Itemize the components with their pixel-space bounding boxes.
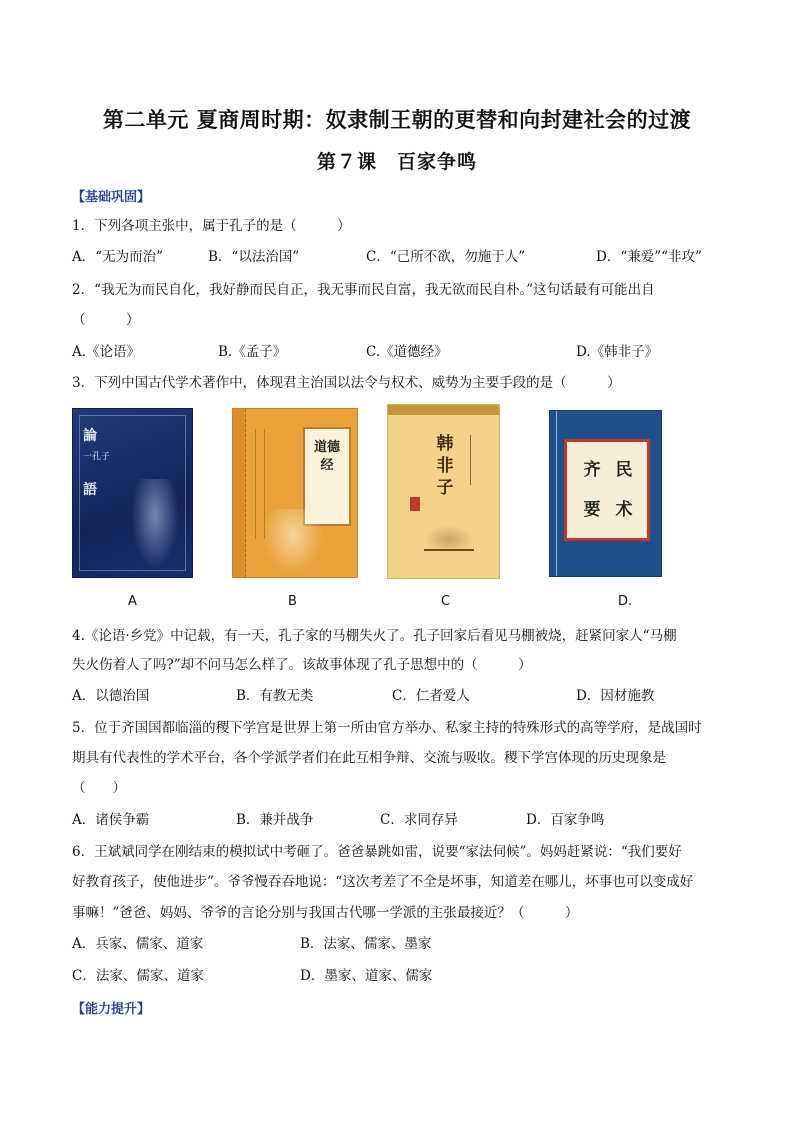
q3-label-c: C — [441, 594, 451, 609]
q5-option-b: B．兼并战争 — [236, 812, 314, 828]
q4-stem: 4.《论语·乡党》中记载，有一天，孔子家的马棚失火了。孔子回家后看见马棚被烧，赶紧问家人“马棚 — [72, 628, 677, 644]
q2-stem-cont: （ ） — [72, 312, 140, 328]
red-seal-icon — [410, 497, 420, 511]
book-a-char-2: 語 — [83, 482, 97, 498]
q5-stem-cont: 期具有代表性的学术平台，各个学派学者们在此互相争辩、交流与吸收。稷下学宫体现的历史现象是 — [72, 750, 666, 766]
q6-stem-cont2: 事嘛！”爸爸、妈妈、爷爷的言论分别与我国古代哪一学派的主张最接近？（ ） — [72, 905, 579, 921]
unit-title: 第二单元 夏商周时期：奴隶制王朝的更替和向封建社会的过渡 — [102, 108, 692, 132]
q3-label-a: A — [128, 594, 137, 609]
q5-option-a: A．诸侯争霸 — [72, 812, 150, 828]
q6-option-d: D．墨家、道家、儒家 — [300, 968, 433, 984]
q2-option-c: C.《道德经》 — [366, 344, 448, 360]
q5-option-d: D．百家争鸣 — [526, 812, 605, 828]
book-b-title: 道德经 — [313, 440, 340, 473]
book-cover-lunyu — [72, 408, 193, 578]
q6-option-a: A．兵家、儒家、道家 — [72, 936, 204, 952]
q4-option-a: A．以德治国 — [72, 688, 150, 704]
section-advanced: 【能力提升】 — [72, 1002, 151, 1017]
q6-option-b: B．法家、儒家、墨家 — [300, 936, 432, 952]
laozi-figure-illustration — [263, 509, 323, 574]
q1-option-b: B．“以法治国” — [208, 249, 300, 265]
q2-option-d: D.《韩非子》 — [576, 344, 659, 360]
confucius-figure-illustration — [131, 479, 179, 569]
book-cover-daodejing — [232, 408, 358, 578]
book-c-title: 韩非子 — [436, 434, 454, 498]
q4-option-b: B．有教无类 — [236, 688, 314, 704]
q2-option-a: A.《论语》 — [72, 344, 141, 360]
q1-stem: 1．下列各项主张中，属于孔子的是（ ） — [72, 218, 351, 234]
section-basic: 【基础巩固】 — [72, 190, 151, 205]
q3-stem: 3．下列中国古代学术著作中，体现君主治国以法令与权术、威势为主要手段的是（ ） — [72, 375, 621, 391]
q2-stem: 2．“我无为而民自化，我好静而民自正，我无事而民自富，我无欲而民自朴。”这句话最有可能出自 — [72, 282, 655, 298]
book-a-char-1: 論 — [83, 428, 97, 444]
q3-label-d: D. — [618, 594, 633, 609]
q1-option-d: D．“兼爱”“非攻” — [596, 249, 702, 265]
q2-option-b: B.《孟子》 — [218, 344, 287, 360]
q6-stem: 6．王斌斌同学在刚结束的模拟试中考砸了。爸爸暴跳如雷，说要“家法伺候”。妈妈赶紧说：“我们要好 — [72, 844, 682, 860]
q4-option-c: C．仁者爱人 — [392, 688, 470, 704]
q4-option-d: D．因材施教 — [576, 688, 655, 704]
book-a-small: 一孔子 — [83, 452, 111, 462]
book-d-title: 齐 民要 术 — [583, 460, 633, 520]
lesson-title: 第７课 百家争鸣 — [316, 151, 477, 173]
q5-stem: 5．位于齐国国都临淄的稷下学宫是世界上第一所由官方举办、私家主持的特殊形式的高等学府，是战国时 — [72, 720, 702, 736]
q1-option-a: A．“无为而治” — [72, 249, 164, 265]
q3-label-b: B — [288, 594, 297, 609]
q5-option-c: C．求同存异 — [380, 812, 458, 828]
q6-option-c: C．法家、儒家、道家 — [72, 968, 204, 984]
q1-option-c: C．“己所不欲，勿施于人” — [366, 249, 526, 265]
chariot-illustration — [424, 525, 474, 551]
book-cover-hanfeizi — [387, 404, 500, 579]
book-cover-qiminyaoshu — [549, 410, 662, 577]
q5-stem-cont2: （ ） — [72, 780, 126, 796]
q4-stem-cont: 失火伤着人了吗?”却不问马怎么样了。该故事体现了孔子思想中的（ ） — [72, 657, 532, 673]
q6-stem-cont: 好教育孩子，使他进步”。爷爷慢吞吞地说：“这次考差了不全是坏事，知道差在哪儿，坏事也可以变成好 — [72, 874, 694, 890]
